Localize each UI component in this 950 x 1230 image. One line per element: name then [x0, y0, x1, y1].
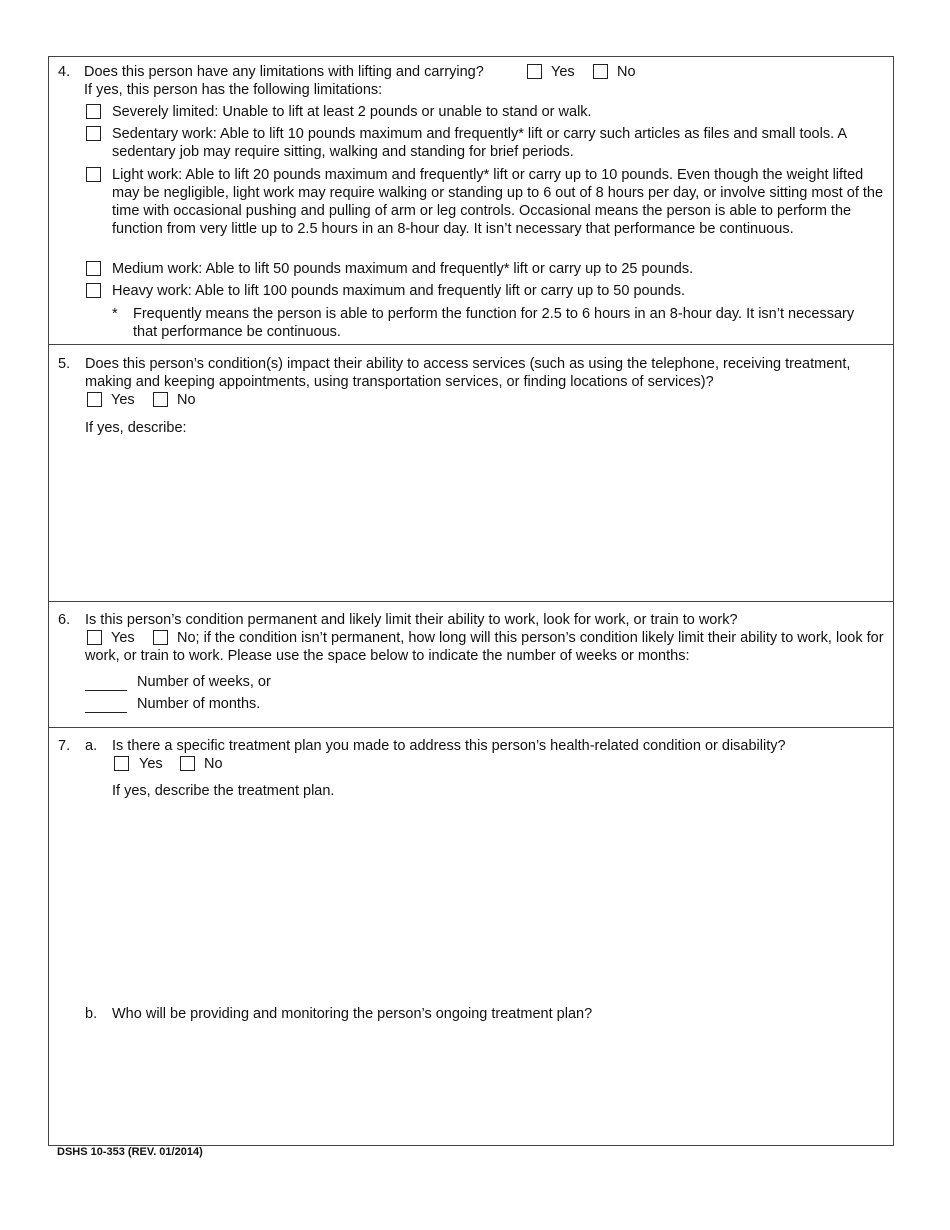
- q6-no-text: No; if the condition isn’t permanent, how long will this person’s condition likely limit their ability to work, look for work, or train to work. Please use the space below to indicate the number of weeks or months:: [85, 630, 884, 664]
- q4-light-checkbox[interactable]: [86, 167, 101, 182]
- q4-heavy-checkbox[interactable]: [86, 283, 101, 298]
- q7b-question: Who will be providing and monitoring the person’s ongoing treatment plan?: [112, 1006, 593, 1022]
- q4-option-severe: Severely limited: Unable to lift at least 2 pounds or unable to stand or walk.: [112, 104, 592, 120]
- divider: [49, 727, 893, 728]
- q7a-yes-checkbox[interactable]: [114, 756, 129, 771]
- q4-medium-checkbox[interactable]: [86, 261, 101, 276]
- q4-question: Does this person have any limitations with lifting and carrying?: [84, 64, 484, 80]
- q7a-no-label: No: [204, 756, 223, 772]
- q4-option-medium: Medium work: Able to lift 50 pounds maximum and frequently* lift or carry up to 25 pounds.: [112, 261, 694, 277]
- q4-yes-checkbox[interactable]: [527, 64, 542, 79]
- q6-number: 6.: [58, 612, 71, 628]
- q4-intro: If yes, this person has the following limitations:: [84, 82, 383, 98]
- q7a-describe-area[interactable]: [112, 805, 872, 995]
- q5-no-label: No: [177, 392, 196, 408]
- q4-footnote: Frequently means the person is able to perform the function for 2.5 to 6 hours in an 8-hour day. It isn’t necessary that performance be continuous.: [133, 306, 855, 340]
- q7a-no-checkbox[interactable]: [180, 756, 195, 771]
- q4-yes-label: Yes: [551, 64, 575, 80]
- q7a-describe-label: If yes, describe the treatment plan.: [112, 783, 335, 799]
- q6-months-blank[interactable]: [85, 712, 127, 713]
- q4-footnote-mark: *: [112, 306, 118, 322]
- q5-number: 5.: [58, 356, 71, 372]
- q5-question: Does this person’s condition(s) impact their ability to access services (such as using the telephone, receiving treatment, making and keeping appointments, using transportation services, or finding locations of services)?: [85, 356, 851, 390]
- q7a-label: a.: [85, 738, 98, 754]
- q4-no-checkbox[interactable]: [593, 64, 608, 79]
- q4-number: 4.: [58, 64, 71, 80]
- q5-describe-label: If yes, describe:: [85, 420, 187, 436]
- divider: [49, 601, 893, 602]
- q4-option-light: Light work: Able to lift 20 pounds maximum and frequently* lift or carry up to 10 pounds. Even though the weight lifted may be negligible, light work may require walking or standing up to 6 out of 8 hours per day, or involve sitting most of the time with occasional pushing and pulling of arm or leg controls. Occasional means the person is able to perform the function from very little up to 2.5 hours in an 8-hour day. It isn’t necessary that performance be continuous.: [112, 167, 884, 237]
- q6-question: Is this person’s condition permanent and likely limit their ability to work, look for work, or train to work?: [85, 612, 738, 628]
- q6-months-label: Number of months.: [137, 696, 261, 712]
- q6-weeks-label: Number of weeks, or: [137, 674, 271, 690]
- form-number: DSHS 10-353 (REV. 01/2014): [57, 1146, 203, 1158]
- q4-severe-checkbox[interactable]: [86, 104, 101, 119]
- q4-sedentary-checkbox[interactable]: [86, 126, 101, 141]
- q7b-label: b.: [85, 1006, 98, 1022]
- q7a-question: Is there a specific treatment plan you made to address this person’s health-related condition or disability?: [112, 738, 786, 754]
- q7a-yes-label: Yes: [139, 756, 163, 772]
- form-frame: [48, 56, 894, 1146]
- divider: [49, 344, 893, 345]
- q6-weeks-blank[interactable]: [85, 690, 127, 691]
- q6-yes-label: Yes: [111, 630, 135, 646]
- q5-yes-label: Yes: [111, 392, 135, 408]
- q5-yes-checkbox[interactable]: [87, 392, 102, 407]
- q4-no-label: No: [617, 64, 636, 80]
- q4-option-heavy: Heavy work: Able to lift 100 pounds maximum and frequently lift or carry up to 50 pounds.: [112, 283, 686, 299]
- q5-no-checkbox[interactable]: [153, 392, 168, 407]
- q7-number: 7.: [58, 738, 71, 754]
- q4-option-sedentary: Sedentary work: Able to lift 10 pounds maximum and frequently* lift or carry such articles as files and small tools. A sedentary job may require sitting, walking and standing for brief periods.: [112, 126, 847, 160]
- q5-describe-area[interactable]: [85, 442, 875, 592]
- q7b-answer-area[interactable]: [112, 1029, 872, 1134]
